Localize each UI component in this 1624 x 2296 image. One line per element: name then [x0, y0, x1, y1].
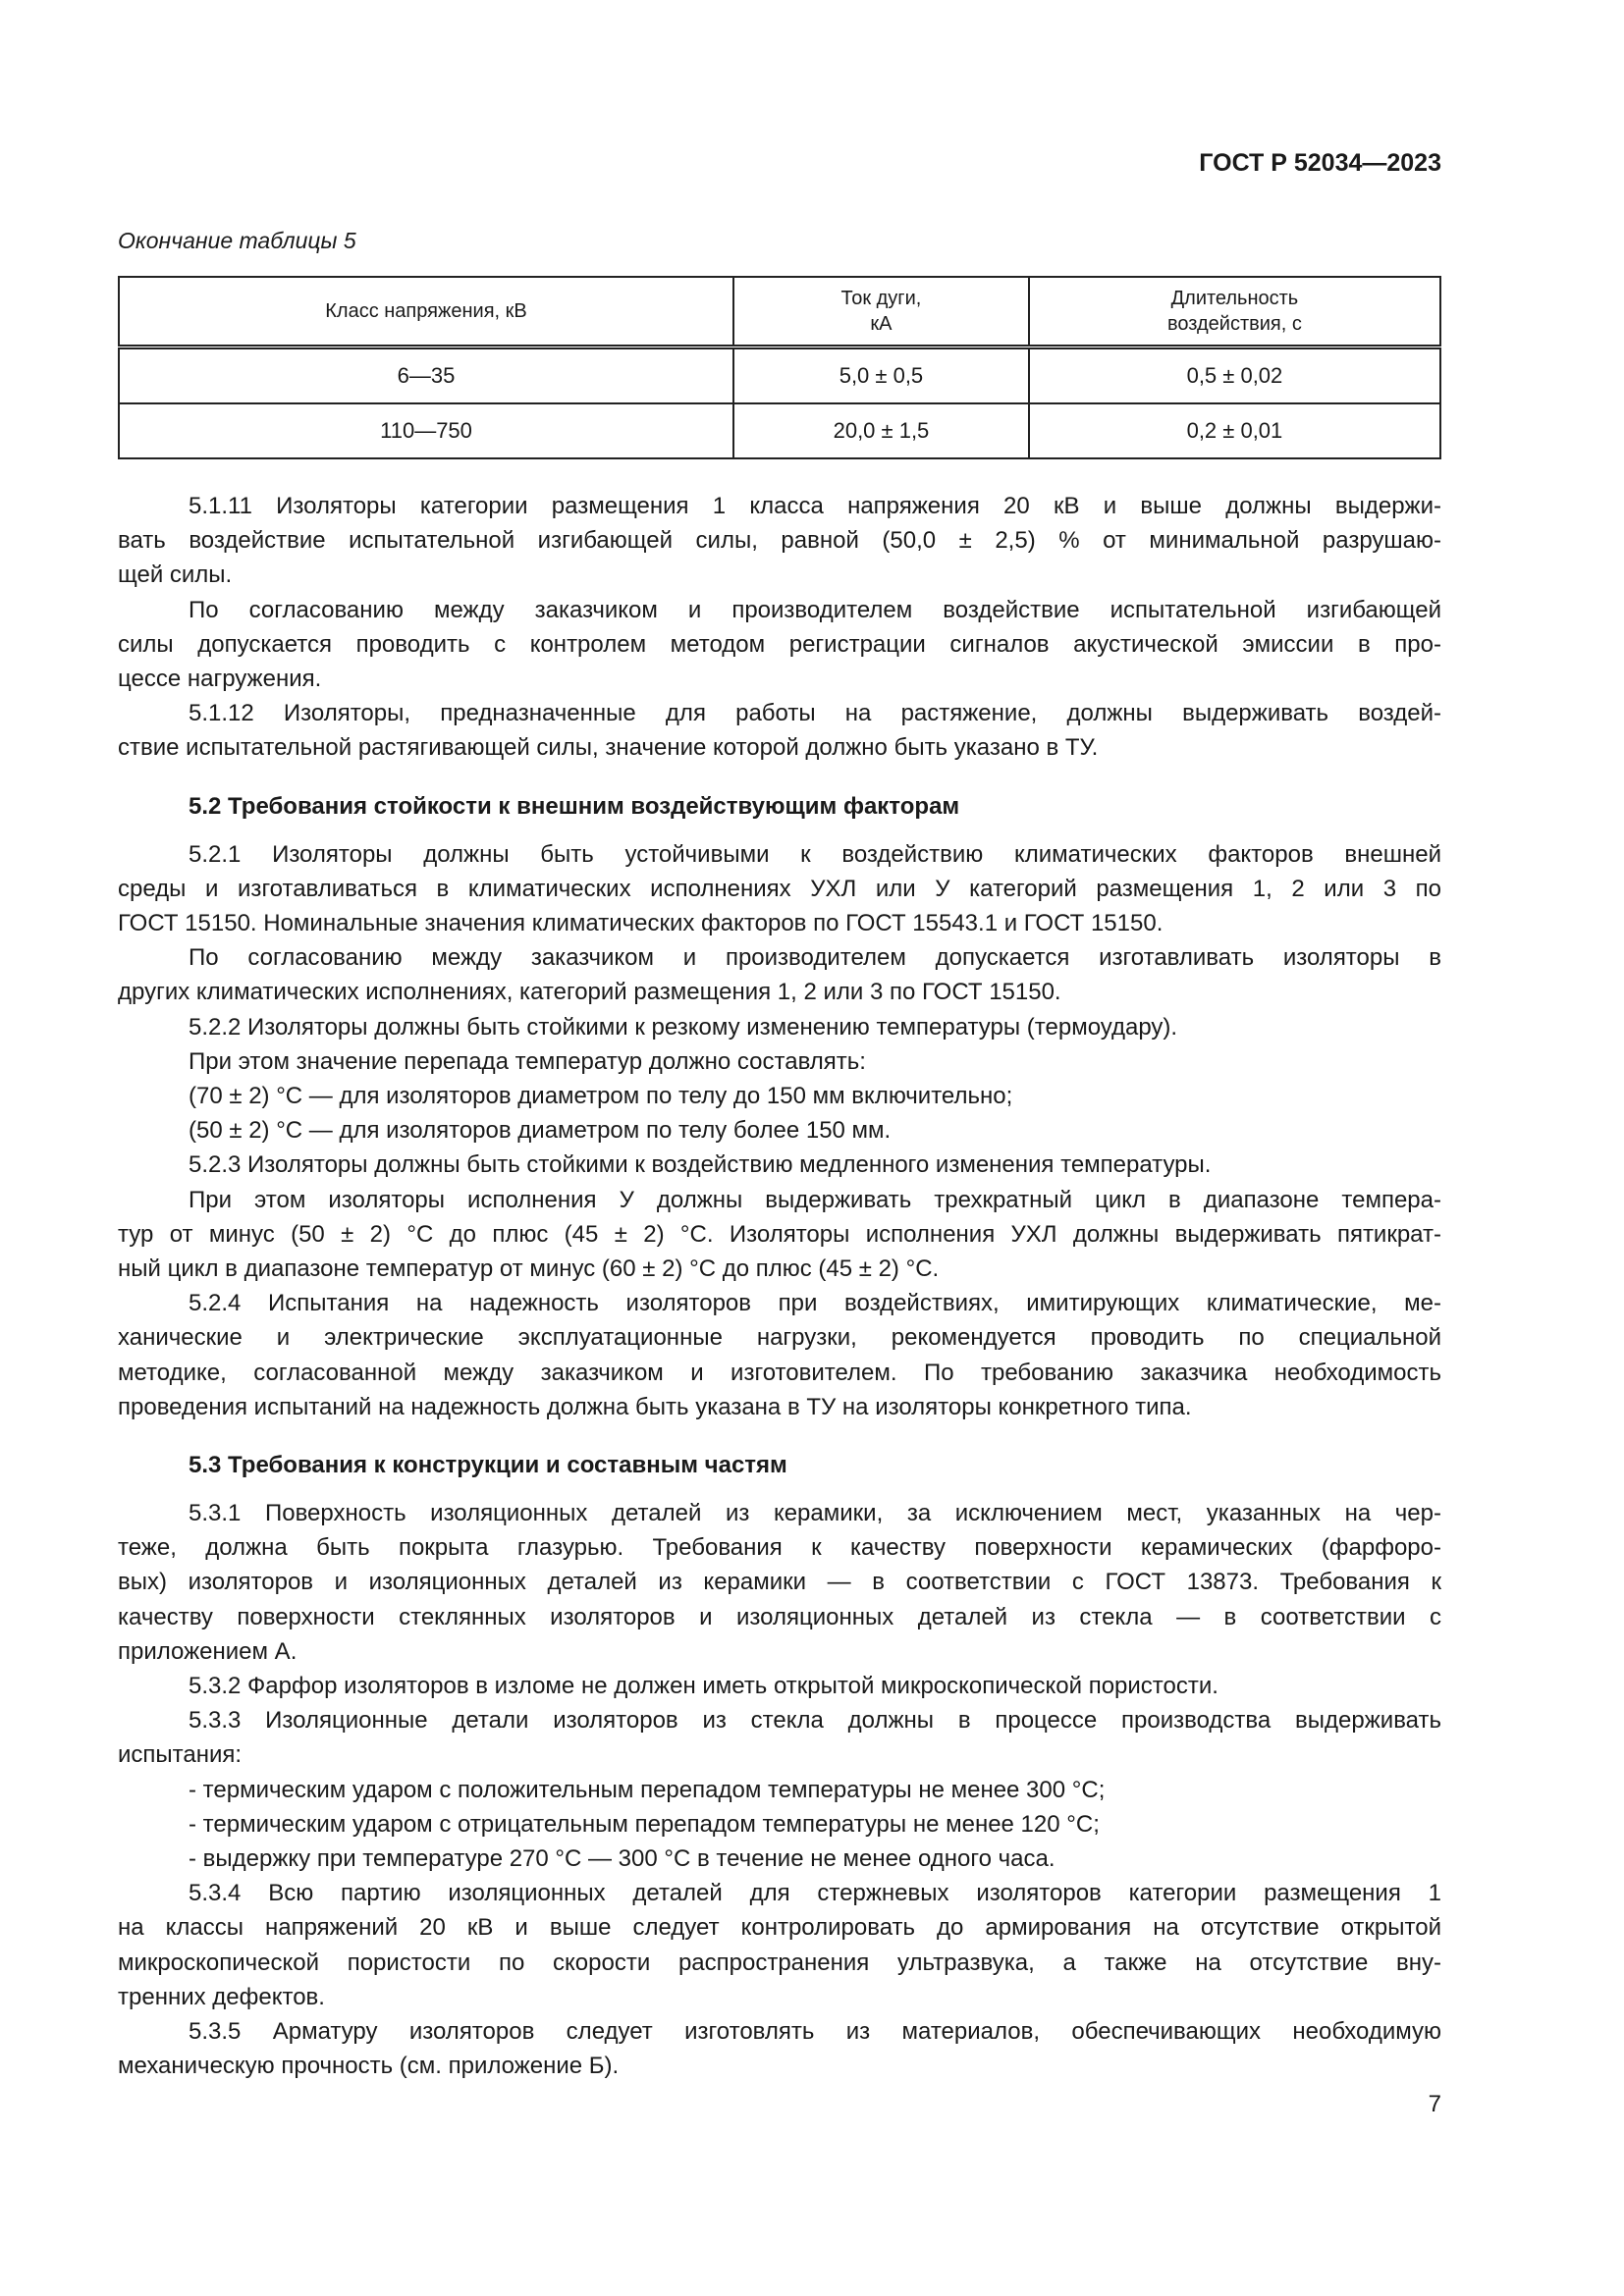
text-line: ствие испытательной растягивающей силы, значение которой должно быть указано в ТУ. [118, 734, 1099, 762]
paragraph [118, 940, 1441, 1009]
paragraph [118, 1876, 1441, 2014]
table-cell: 0,2 ± 0,01 [1029, 403, 1440, 458]
text-line: - термическим ударом с положительным перепадом температуры не менее 300 °С; [189, 1776, 1106, 1803]
table-cell: 0,5 ± 0,02 [1029, 347, 1440, 404]
header-text: Ток дуги, [840, 288, 922, 309]
table-caption: Окончание таблицы 5 [118, 228, 356, 253]
text-line: ханические и электрические эксплуатационные нагрузки, рекомендуется проводить по специальной [118, 1324, 1441, 1352]
paragraph [118, 1669, 1441, 1703]
paragraph [118, 1010, 1441, 1044]
text-line: 5.1.11 Изоляторы категории размещения 1 класса напряжения 20 кВ и выше должны выдержи- [189, 493, 1441, 519]
text-line: При этом значение перепада температур должно составлять: [189, 1047, 866, 1075]
text-line: цессе нагружения. [118, 665, 322, 692]
text-line: методике, согласованной между заказчиком и изготовителем. По требованию заказчика необходимость [118, 1359, 1441, 1386]
text-line: приложением А. [118, 1637, 298, 1665]
table-header-row [119, 277, 1440, 347]
header-duration [1029, 277, 1440, 347]
document-id: ГОСТ Р 52034—2023 [1199, 149, 1441, 177]
table-row [119, 347, 1440, 404]
text-line: качеству поверхности стеклянных изоляторов и изоляционных деталей из стекла — в соответствии с [118, 1603, 1441, 1630]
paragraph [118, 1079, 1441, 1113]
paragraph [118, 1842, 1441, 1876]
text-line: По согласованию между заказчиком и производителем допускается изготавливать изоляторы в [189, 944, 1441, 972]
section-heading [118, 1448, 1441, 1482]
text-line: микроскопической пористости по скорости распространения ультразвука, а также на отсутствие вну- [118, 1949, 1441, 1976]
paragraph [118, 1183, 1441, 1287]
text-line: теже, должна быть покрыта глазурью. Требования к качеству поверхности керамических (фарфоро- [118, 1534, 1441, 1562]
text-line: 5.2 Требования стойкости к внешним воздействующим факторам [189, 792, 960, 820]
text-line: других климатических исполнениях, категорий размещения 1, 2 или 3 по ГОСТ 15150. [118, 979, 1061, 1006]
text-line: 5.3.4 Всю партию изоляционных деталей для стержневых изоляторов категории размещения 1 [189, 1880, 1441, 1907]
text-line: При этом изоляторы исполнения У должны выдерживать трехкратный цикл в диапазоне темпера- [189, 1186, 1441, 1213]
section-heading [118, 789, 1441, 824]
text-line: тур от минус (50 ± 2) °С до плюс (45 ± 2) °С. Изоляторы исполнения УХЛ должны выдерживать пятикрат- [118, 1220, 1441, 1248]
paragraph [118, 2014, 1441, 2083]
paragraph [118, 1703, 1441, 1772]
header-voltage-class [119, 277, 733, 347]
text-line: ГОСТ 15150. Номинальные значения климатических факторов по ГОСТ 15543.1 и ГОСТ 15150. [118, 910, 1164, 937]
paragraph [118, 489, 1441, 593]
text-line: на классы напряжений 20 кВ и выше следует контролировать до армирования на отсутствие открытой [118, 1914, 1441, 1942]
header-text: воздействия, с [1166, 313, 1302, 335]
text-line: ный цикл в диапазоне температур от минус (60 ± 2) °С до плюс (45 ± 2) °С. [118, 1255, 940, 1282]
text-line: тренних дефектов. [118, 1983, 325, 2010]
text-line: вых) изоляторов и изоляционных деталей из керамики — в соответствии с ГОСТ 13873. Требования к [118, 1569, 1441, 1596]
page-number: 7 [1428, 2091, 1441, 2117]
text-line: 5.3.5 Арматуру изоляторов следует изготовлять из материалов, обеспечивающих необходимую [189, 2017, 1441, 2045]
header-text: Класс напряжения, кВ [325, 300, 527, 322]
table-cell: 110—750 [119, 403, 733, 458]
text-line: испытания: [118, 1741, 243, 1769]
paragraph [118, 1807, 1441, 1842]
paragraph [118, 593, 1441, 697]
text-line: 5.2.3 Изоляторы должны быть стойкими к воздействию медленного изменения температуры. [189, 1151, 1212, 1179]
text-line: 5.3.3 Изоляционные детали изоляторов из стекла должны в процессе производства выдерживать [189, 1707, 1441, 1735]
paragraph [118, 1286, 1441, 1424]
table-cell: 5,0 ± 0,5 [733, 347, 1029, 404]
text-line: среды и изготавливаться в климатических исполнениях УХЛ или У категорий размещения 1, 2 или 3 по [118, 875, 1441, 902]
text-line: По согласованию между заказчиком и производителем воздействие испытательной изгибающей [189, 596, 1441, 623]
table-row [119, 403, 1440, 458]
header-text: Длительность [1170, 288, 1299, 309]
text-line: щей силы. [118, 561, 233, 589]
paragraph [118, 837, 1441, 941]
paragraph [118, 1496, 1441, 1669]
header-text: кА [870, 313, 893, 335]
paragraph [118, 1113, 1441, 1148]
text-line: 5.2.2 Изоляторы должны быть стойкими к резкому изменению температуры (термоудару). [189, 1013, 1178, 1041]
table-cell: 6—35 [119, 347, 733, 404]
paragraph [118, 696, 1441, 765]
text-line: - выдержку при температуре 270 °С — 300 °С в течение не менее одного часа. [189, 1844, 1056, 1872]
header-arc-current [733, 277, 1029, 347]
text-line: 5.3.2 Фарфор изоляторов в изломе не должен иметь открытой микроскопической пористости. [189, 1673, 1218, 1699]
paragraph [118, 1148, 1441, 1182]
paragraph [118, 1044, 1441, 1079]
table-cell: 20,0 ± 1,5 [733, 403, 1029, 458]
text-line: 5.2.4 Испытания на надежность изоляторов при воздействиях, имитирующих климатические, ме- [189, 1290, 1441, 1317]
paragraph [118, 1773, 1441, 1807]
text-line: 5.2.1 Изоляторы должны быть устойчивыми к воздействию климатических факторов внешней [189, 840, 1441, 868]
text-line: 5.3.1 Поверхность изоляционных деталей из керамики, за исключением мест, указанных на чер- [189, 1500, 1441, 1527]
text-line: (50 ± 2) °С — для изоляторов диаметром по телу более 150 мм. [189, 1117, 892, 1145]
text-line: вать воздействие испытательной изгибающей силы, равной (50,0 ± 2,5) % от минимальной разрушаю- [118, 527, 1441, 555]
document-body [118, 489, 1441, 2083]
text-line: проведения испытаний на надежность должна быть указана в ТУ на изоляторы конкретного типа. [118, 1393, 1192, 1420]
text-line: механическую прочность (см. приложение Б). [118, 2053, 620, 2080]
text-line: силы допускается проводить с контролем методом регистрации сигналов акустической эмиссии в про- [118, 630, 1441, 658]
text-line: 5.1.12 Изоляторы, предназначенные для работы на растяжение, должны выдерживать воздей- [189, 700, 1441, 727]
arc-current-table [118, 276, 1441, 459]
text-line: - термическим ударом с отрицательным перепадом температуры не менее 120 °С; [189, 1810, 1100, 1838]
text-line: 5.3 Требования к конструкции и составным частям [189, 1451, 787, 1478]
text-line: (70 ± 2) °С — для изоляторов диаметром по телу до 150 мм включительно; [189, 1083, 1013, 1109]
